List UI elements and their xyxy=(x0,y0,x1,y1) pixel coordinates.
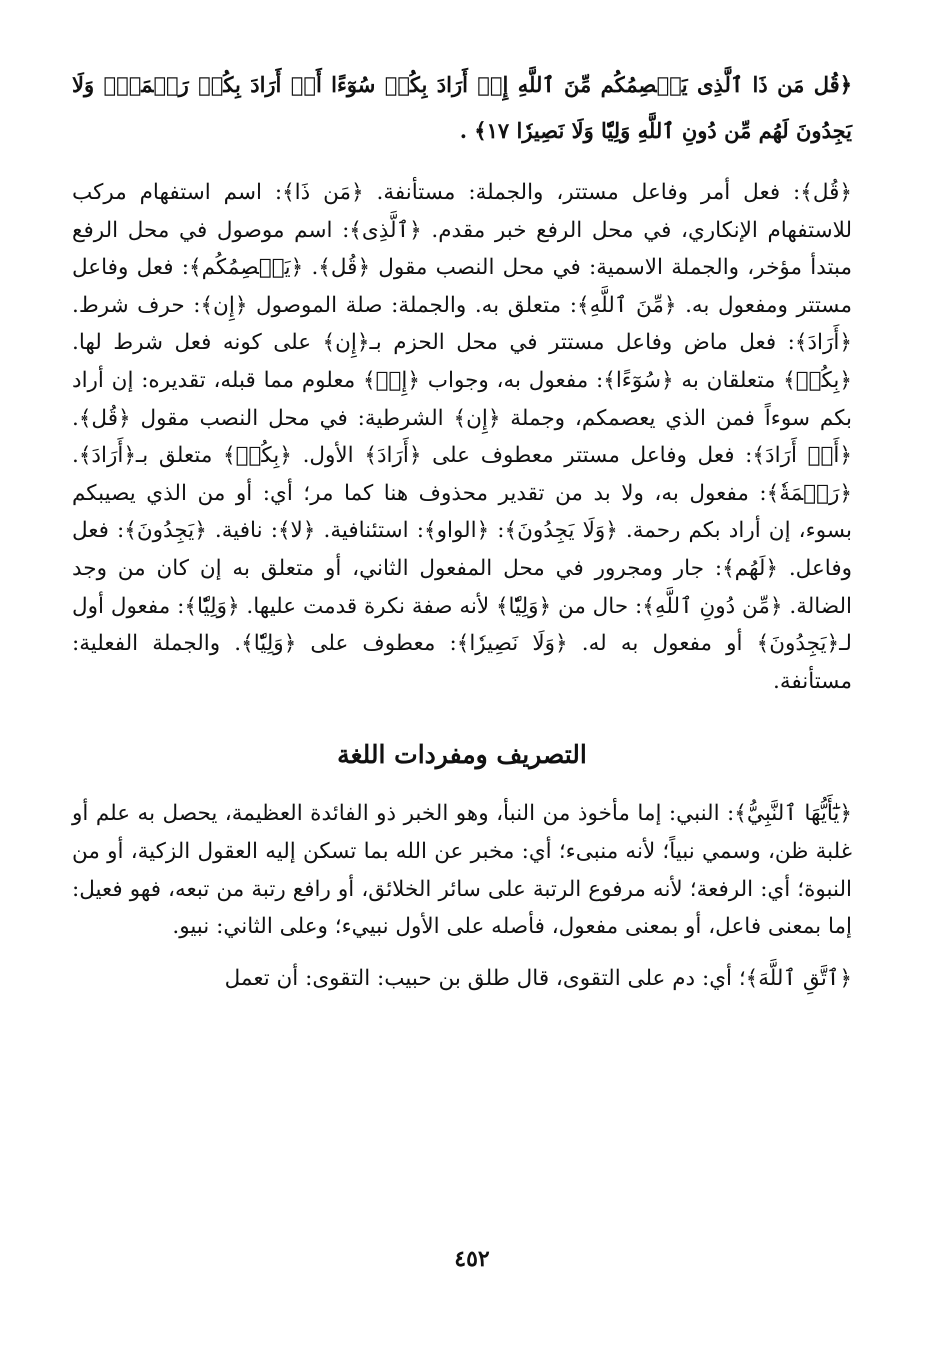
irab-paragraph: ﴿قُل﴾: فعل أمر وفاعل مستتر، والجملة: مستأنفة. ﴿مَن ذَا﴾: اسم استفهام مركب للاستفهام الإنكاري، في محل الرفع خبر مقدم. ﴿ٱلَّذِى﴾: اسم موصول في محل الرفع مبتدأ مؤخر، والجملة الاسمية: في محل النصب مقول ﴿قُل﴾. ﴿يَعۡصِمُكُم﴾: فعل وفاعل مستتر ومفعول به. ﴿مِّنَ ٱللَّهِ﴾: متعلق به. والجملة: صلة الموصول ﴿إِن﴾: حرف شرط. ﴿أَرَادَ﴾: فعل ماض وفاعل مستتر في محل الحزم بـ﴿إِن﴾ على كونه فعل شرط لها. ﴿بِكُمۡ﴾ متعلقان به ﴿سُوٓءًا﴾: مفعول به، وجواب ﴿إِنۡ﴾ معلوم مما قبله، تقديره: إن أراد بكم سوءاً فمن الذي يعصمكم، وجملة ﴿إِن﴾ الشرطية: في محل النصب مقول ﴿قُل﴾. ﴿أَوۡ أَرَادَ﴾: فعل وفاعل مستتر معطوف على ﴿أَرَادَ﴾ الأول. ﴿بِكُمۡ﴾ متعلق بـ﴿أَرَادَ﴾. ﴿رَحۡمَةٗ﴾: مفعول به، ولا بد من تقدير محذوف هنا كما مر؛ أي: أو من الذي يصيبكم بسوء، إن أراد بكم رحمة. ﴿وَلَا يَجِدُونَ﴾: ﴿الواو﴾: استئنافية. ﴿لا﴾: نافية. ﴿يَجِدُونَ﴾: فعل وفاعل. ﴿لَهُم﴾: جار ومجرور في محل المفعول الثاني، أو متعلق به إن كان من وجد الضالة. ﴿مِّن دُونِ ٱللَّهِ﴾: حال من ﴿وَلِيّٗا﴾ لأنه صفة نكرة قدمت عليها. ﴿وَلِيّٗا﴾: مفعول أول لـ﴿يَجِدُونَ﴾ أو مفعول به له. ﴿وَلَا نَصِيرٗا﴾: معطوف على ﴿وَلِيّٗا﴾. والجملة الفعلية: مستأنفة. xyxy=(72,180,852,694)
page-number: ٤٥٢ xyxy=(454,1246,490,1272)
section-heading: التصريف ومفردات اللغة xyxy=(337,740,587,770)
page-body xyxy=(72,62,852,997)
sarf-paragraph-2: ﴿ٱتَّقِ ٱللَّهَ﴾؛ أي: دم على التقوى، قال طلق بن حبيب: التقوى: أن تعمل xyxy=(224,965,852,991)
sarf-paragraph-1: ﴿يَٰٓأَيُّهَا ٱلنَّبِيُّ﴾: النبي: إما مأخوذ من النبأ، وهو الخبر ذو الفائدة العظيمة، يحصل به علم أو غلبة ظن، وسمي نبياً؛ لأنه منبىء؛ أي: مخبر عن الله بما تسكن إليه العقول الزكية، أو من النبوة؛ أي: الرفعة؛ لأنه مرفوع الرتبة على سائر الخلائق، أو رافع رتبة من تبعه، فهو فعيل: إما بمعنى فاعل، أو بمعنى مفعول، فأصله على الأول نبييء؛ وعلى الثاني: نبيو. xyxy=(72,801,852,940)
quran-verse: ﴿قُل مَن ذَا ٱلَّذِى يَعۡصِمُكُم مِّنَ ٱللَّهِ إِنۡ أَرَادَ بِكُمۡ سُوٓءًا أَوۡ أَرَادَ بِكُمۡ رَحۡمَةٗۚ وَلَا يَجِدُونَ لَهُم مِّن دُونِ ٱللَّهِ وَلِيّٗا وَلَا نَصِيرٗا ١٧﴾ . xyxy=(72,72,852,143)
